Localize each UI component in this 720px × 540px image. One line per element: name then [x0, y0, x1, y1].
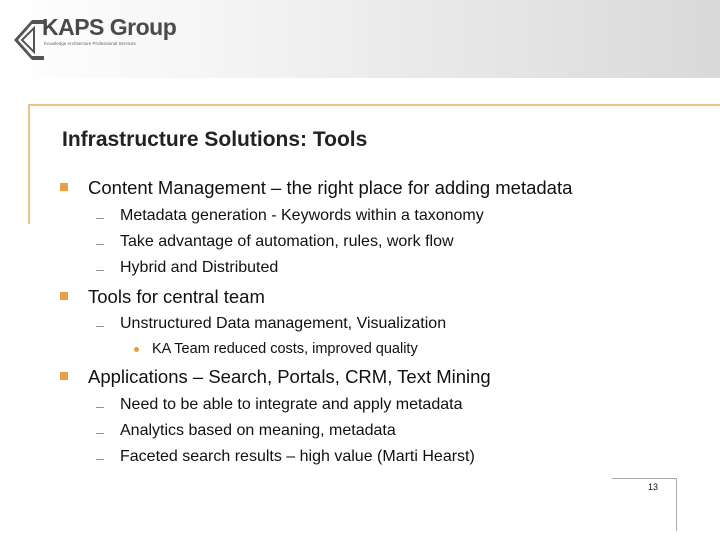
dash-bullet-icon: – — [96, 261, 104, 277]
sub-bullet-item: Analytics based on meaning, metadata — [120, 422, 396, 439]
dot-bullet-icon — [134, 347, 139, 352]
page-number-frame — [612, 478, 677, 531]
logo-arrow-icon — [12, 18, 46, 62]
bullet-item: Applications – Search, Portals, CRM, Text Mining — [88, 366, 491, 387]
sub-bullet-item: Need to be able to integrate and apply metadata — [120, 396, 463, 413]
logo-tagline: Knowledge Architecture Professional Services — [44, 41, 136, 46]
sub-bullet-item: Faceted search results – high value (Marti Hearst) — [120, 448, 475, 465]
title-rule-vertical — [28, 104, 30, 224]
sub-bullet-item: Metadata generation - Keywords within a taxonomy — [120, 207, 484, 224]
title-rule-horizontal — [28, 104, 720, 106]
logo-text: KAPS Group — [42, 14, 177, 40]
slide-title: Infrastructure Solutions: Tools — [62, 128, 368, 151]
sub-bullet-item: Take advantage of automation, rules, work flow — [120, 233, 454, 250]
dash-bullet-icon: – — [96, 450, 104, 466]
bullet-item: Tools for central team — [88, 286, 265, 307]
dash-bullet-icon: – — [96, 317, 104, 333]
square-bullet-icon — [60, 372, 68, 380]
sub-sub-bullet-item: KA Team reduced costs, improved quality — [152, 341, 418, 357]
dash-bullet-icon: – — [96, 424, 104, 440]
sub-bullet-item: Hybrid and Distributed — [120, 259, 279, 276]
dash-bullet-icon: – — [96, 398, 104, 414]
bullet-item: Content Management – the right place for adding metadata — [88, 177, 573, 198]
page-number: 13 — [648, 482, 659, 492]
sub-bullet-item: Unstructured Data management, Visualization — [120, 315, 447, 332]
company-logo — [8, 12, 177, 62]
square-bullet-icon — [60, 183, 68, 191]
square-bullet-icon — [60, 292, 68, 300]
dash-bullet-icon: – — [96, 235, 104, 251]
dash-bullet-icon: – — [96, 209, 104, 225]
